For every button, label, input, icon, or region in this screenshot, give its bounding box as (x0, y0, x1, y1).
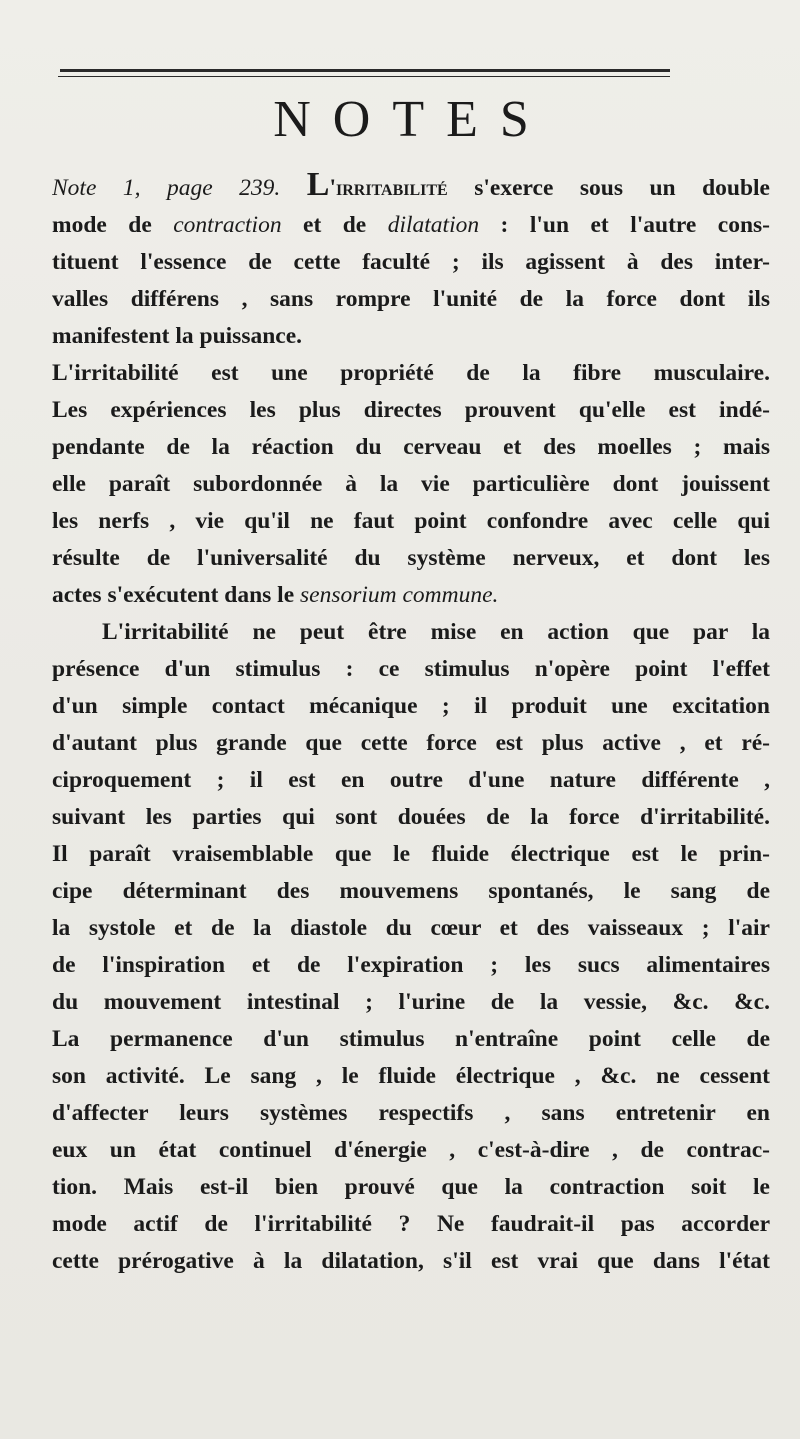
text-line: cipe déterminant des mouvemens spontanés, le sang de (52, 878, 770, 904)
emphasis-contraction: contraction (173, 212, 282, 238)
text-line: La permanence d'un stimulus n'entraîne point celle de (52, 1026, 770, 1052)
text-line: du mouvement intestinal ; l'urine de la vessie, &c. &c. (52, 989, 770, 1015)
text-line: tion. Mais est-il bien prouvé que la contraction soit le (52, 1174, 770, 1200)
text-line: d'affecter leurs systèmes respectifs , sans entretenir en (52, 1100, 770, 1126)
text-segment: s'exerce sous un double (447, 175, 770, 201)
text-line: tituent l'essence de cette faculté ; ils agissent à des inter- (52, 249, 770, 275)
text-line: d'un simple contact mécanique ; il produit une excitation (52, 693, 770, 719)
text-line: L'irritabilité est une propriété de la fibre musculaire. (52, 360, 770, 386)
text-segment: : l'un et l'autre cons- (479, 212, 770, 238)
text-line: L'irritabilité ne peut être mise en action que par la (102, 619, 770, 645)
text-line (52, 207, 770, 244)
text-line: présence d'un stimulus : ce stimulus n'opère point l'effet (52, 656, 770, 682)
text-line (52, 170, 770, 207)
text-line: de l'inspiration et de l'expiration ; les sucs alimentaires (52, 952, 770, 978)
text-line: Il paraît vraisemblable que le fluide électrique est le prin- (52, 841, 770, 867)
text-line: résulte de l'universalité du système nerveux, et dont les (52, 545, 770, 571)
text-segment: actes s'exécutent dans le (52, 582, 301, 608)
text-line: elle paraît subordonnée à la vie particulière dont jouissent (52, 471, 770, 497)
text-line: mode actif de l'irritabilité ? Ne faudrait-il pas accorder (52, 1211, 770, 1237)
note-reference: Note 1, page 239. (52, 175, 281, 201)
page-heading: NOTES (273, 91, 551, 148)
emphasis-dilatation: dilatation (387, 212, 480, 238)
drop-letter: L (306, 170, 330, 203)
top-rule-thin (58, 76, 670, 77)
note-body (52, 170, 770, 1280)
text-segment: mode de (52, 212, 174, 238)
text-line: eux un état continuel d'énergie , c'est-à-dire , de contrac- (52, 1137, 770, 1163)
text-line: ciproquement ; il est en outre d'une nature différente , (52, 767, 770, 793)
text-line: la systole et de la diastole du cœur et des vaisseaux ; l'air (52, 915, 770, 941)
text-line (52, 577, 770, 614)
text-line: d'autant plus grande que cette force est plus active , et ré- (52, 730, 770, 756)
top-rule-thick (60, 69, 670, 72)
text-line: valles différens , sans rompre l'unité de la force dont ils (52, 286, 770, 312)
text-line: Les expériences les plus directes prouvent qu'elle est indé- (52, 397, 770, 423)
text-line: son activité. Le sang , le fluide électrique , &c. ne cessent (52, 1063, 770, 1089)
text-line: pendante de la réaction du cerveau et des moelles ; mais (52, 434, 770, 460)
lead-word: 'irritabilité (329, 175, 448, 201)
text-line: suivant les parties qui sont douées de la force d'irritabilité. (52, 804, 770, 830)
text-line: cette prérogative à la dilatation, s'il est vrai que dans l'état (52, 1248, 770, 1274)
text-line: manifestent la puissance. (52, 323, 303, 349)
emphasis-sensorium: sensorium commune. (300, 582, 499, 608)
text-line: les nerfs , vie qu'il ne faut point confondre avec celle qui (52, 508, 770, 534)
text-segment: et de (281, 212, 388, 238)
